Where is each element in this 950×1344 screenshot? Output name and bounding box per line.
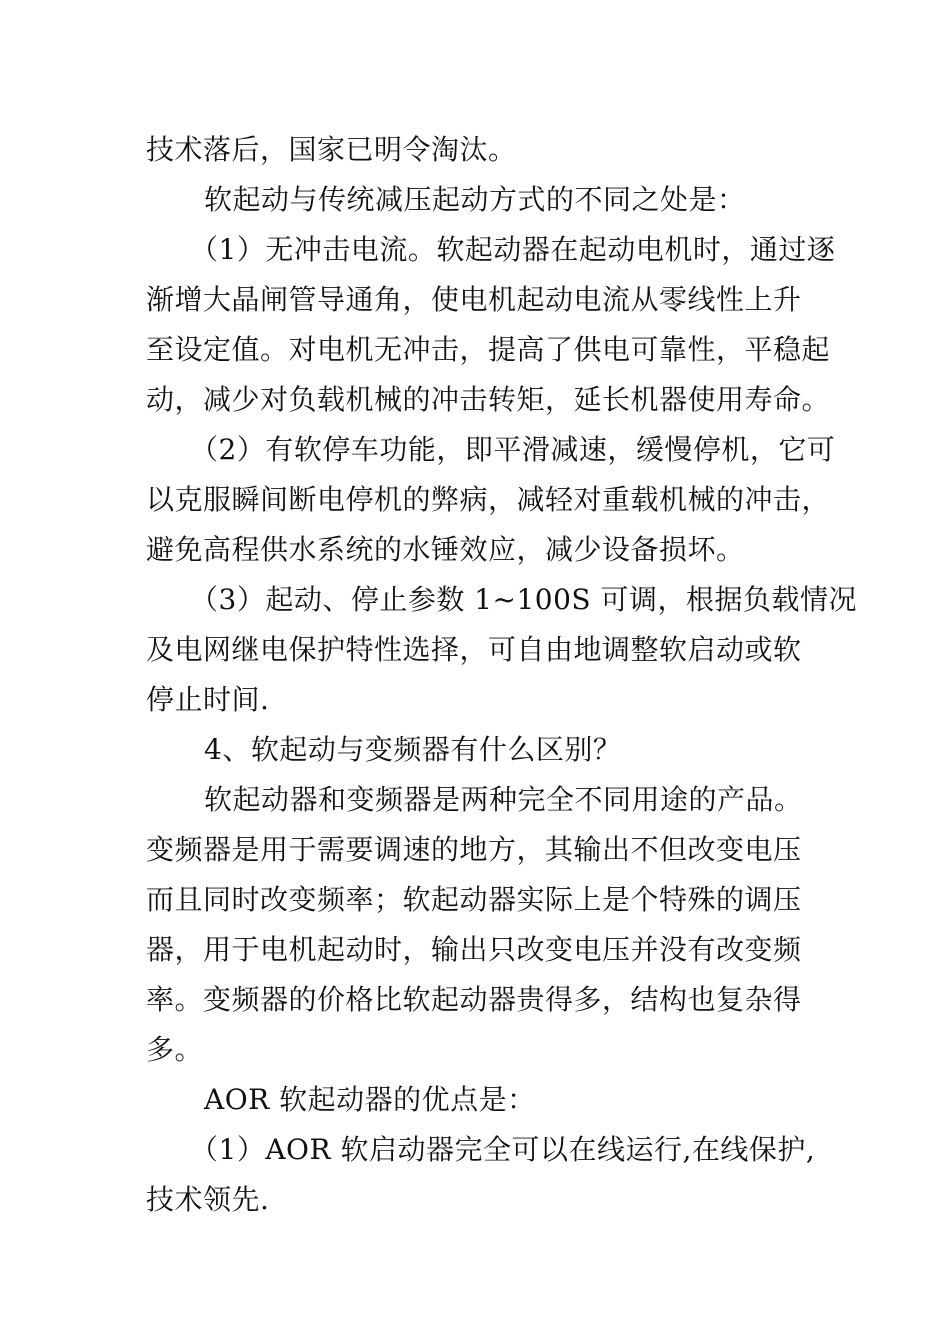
text-line: 以克服瞬间断电停机的弊病，减轻对重载机械的冲击，	[146, 483, 831, 516]
text-line: 渐增大晶闸管导通角，使电机起动电流从零线性上升	[146, 283, 802, 316]
text-line: （1）AOR 软启动器完全可以在线运行,在线保护,	[190, 1133, 816, 1166]
text-line: 停止时间.	[146, 683, 270, 716]
text-line: 多。	[146, 1033, 204, 1066]
text-line: 率。变频器的价格比软起动器贵得多，结构也复杂得	[146, 983, 802, 1016]
text-line: （2）有软停车功能，即平滑减速，缓慢停机，它可	[190, 433, 836, 466]
text-line: 而且同时改变频率；软起动器实际上是个特殊的调压	[146, 883, 802, 916]
text-line: 器，用于电机起动时，输出只改变电压并没有改变频	[146, 933, 802, 966]
text-line: 技术落后，国家已明令淘汰。	[146, 133, 517, 166]
text-line: 4、软起动与变频器有什么区别？	[204, 733, 622, 766]
text-line: （3）起动、停止参数 1~100S 可调，根据负载情况	[190, 583, 858, 616]
text-line: 动，减少对负载机械的冲击转矩，延长机器使用寿命。	[146, 383, 831, 416]
text-line: 避免高程供水系统的水锤效应，减少设备损坏。	[146, 533, 745, 566]
text-line: （1）无冲击电流。软起动器在起动电机时，通过逐	[190, 233, 836, 266]
text-line: 及电网继电保护特性选择，可自由地调整软启动或软	[146, 633, 802, 666]
text-line: AOR 软起动器的优点是：	[204, 1083, 536, 1116]
text-line: 至设定值。对电机无冲击，提高了供电可靠性，平稳起	[146, 333, 831, 366]
text-line: 技术领先.	[146, 1183, 270, 1216]
text-line: 软起动与传统减压起动方式的不同之处是：	[204, 183, 746, 216]
text-line: 软起动器和变频器是两种完全不同用途的产品。	[204, 783, 803, 816]
text-line: 变频器是用于需要调速的地方，其输出不但改变电压	[146, 833, 802, 866]
